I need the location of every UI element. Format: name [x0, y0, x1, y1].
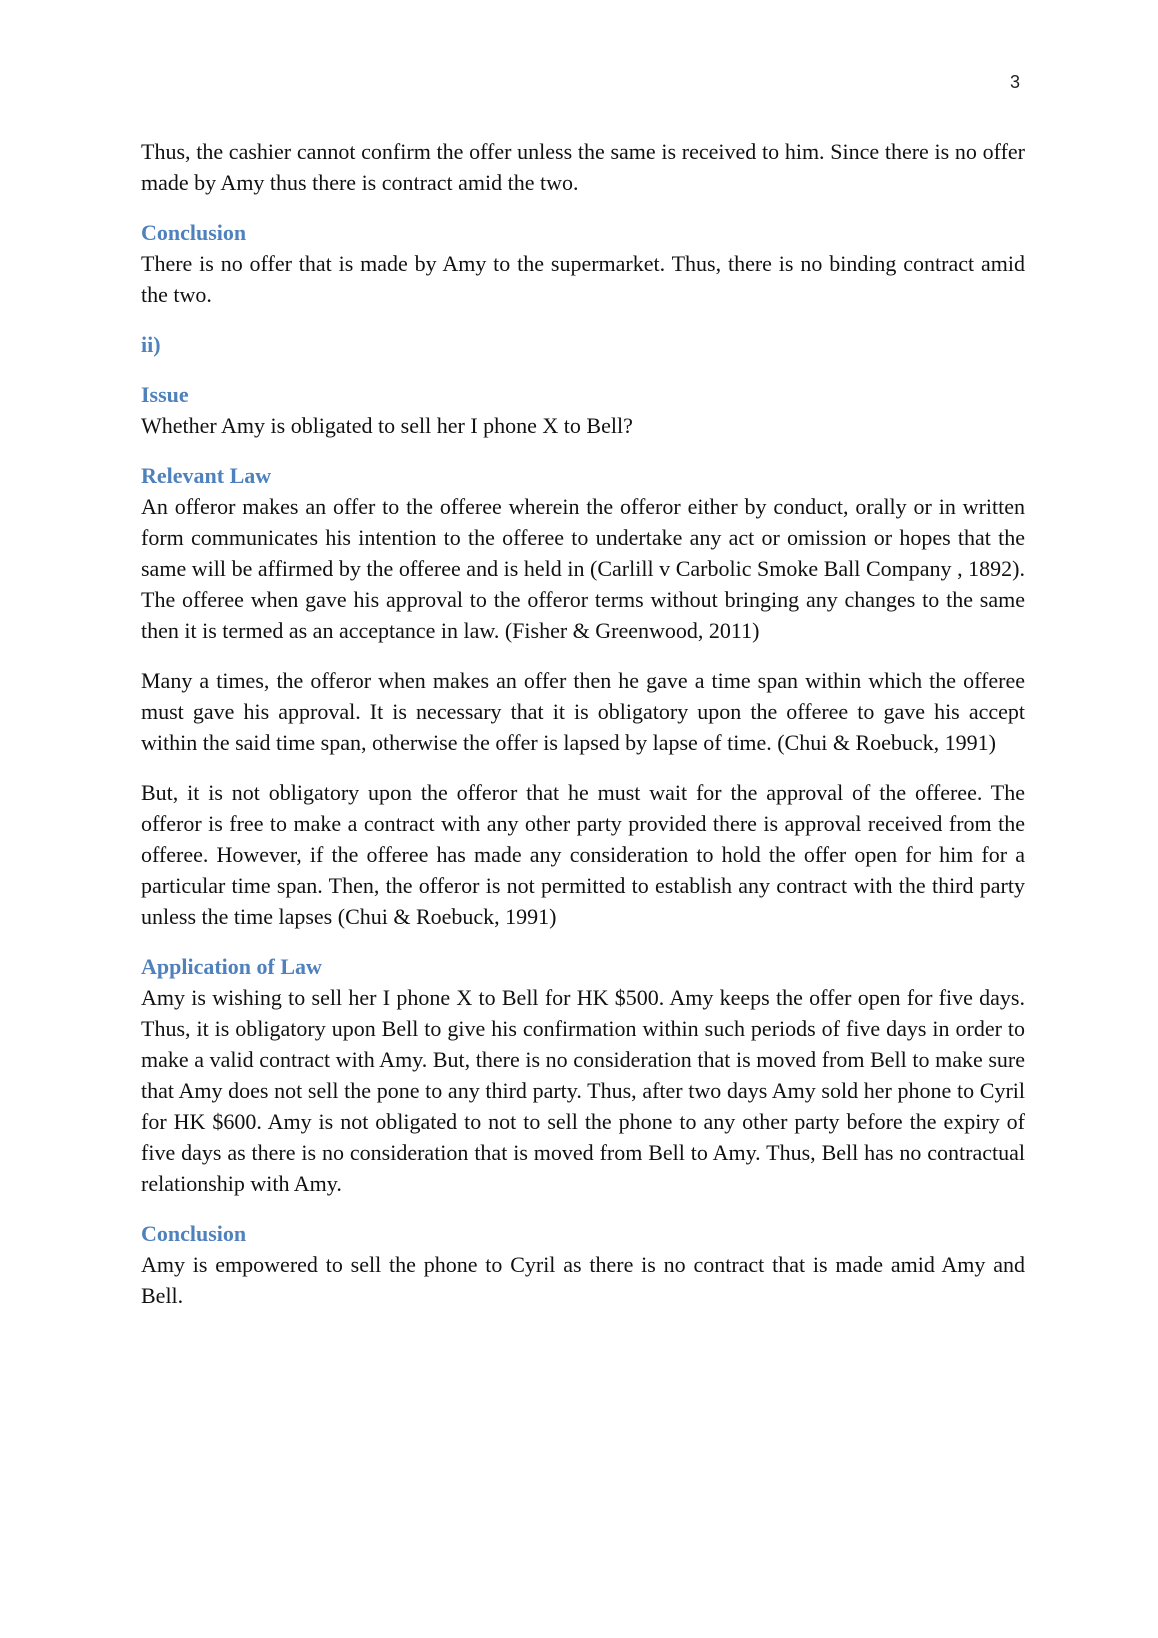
part-ii-heading: ii) — [141, 332, 161, 357]
application-of-law-heading: Application of Law — [141, 954, 322, 979]
issue-heading: Issue — [141, 382, 189, 407]
document-body — [141, 136, 1025, 1330]
relevant-law-heading: Relevant Law — [141, 463, 272, 488]
intro-paragraph: Thus, the cashier cannot confirm the offer unless the same is received to him. Since there is no offer made by Amy thus there is contract amid the two. — [141, 139, 1025, 195]
application-of-law-paragraph: Amy is wishing to sell her I phone X to Bell for HK $500. Amy keeps the offer open for five days. Thus, it is obligatory upon Bell to give his confirmation within such periods of five days in order to make a valid contract with Amy. But, there is no consideration that is moved from Bell to make sure that Amy does not sell the pone to any third party. Thus, after two days Amy sold her phone to Cyril for HK $600. Amy is not obligated to not to sell the phone to any other party before the expiry of five days as there is no consideration that is moved from Bell to Amy. Thus, Bell has no contractual relationship with Amy. — [141, 985, 1025, 1196]
relevant-law-paragraph-1: An offeror makes an offer to the offeree wherein the offeror either by conduct, orally or in written form communicates his intention to the offeree to undertake any act or omission or hopes that the same will be affirmed by the offeree and is held in (Carlill v Carbolic Smoke Ball Company , 1892). The offeree when gave his approval to the offeror terms without bringing any changes to the same then it is termed as an acceptance in law. (Fisher & Greenwood, 2011) — [141, 494, 1025, 643]
issue-paragraph: Whether Amy is obligated to sell her I phone X to Bell? — [141, 413, 633, 438]
relevant-law-paragraph-3: But, it is not obligatory upon the offeror that he must wait for the approval of the offeree. The offeror is free to make a contract with any other party provided there is approval received from the offeree. However, if the offeree has made any consideration to hold the offer open for him for a particular time span. Then, the offeror is not permitted to establish any contract with the third party unless the time lapses (Chui & Roebuck, 1991) — [141, 780, 1025, 929]
conclusion-paragraph-2: Amy is empowered to sell the phone to Cyril as there is no contract that is made amid Amy and Bell. — [141, 1252, 1025, 1308]
conclusion-heading-2: Conclusion — [141, 1221, 247, 1246]
conclusion-heading-1: Conclusion — [141, 220, 247, 245]
conclusion-paragraph-1: There is no offer that is made by Amy to the supermarket. Thus, there is no binding contract amid the two. — [141, 251, 1025, 307]
relevant-law-paragraph-2: Many a times, the offeror when makes an offer then he gave a time span within which the offeree must gave his approval. It is necessary that it is obligatory upon the offeree to gave his accept within the said time span, otherwise the offer is lapsed by lapse of time. (Chui & Roebuck, 1991) — [141, 668, 1025, 755]
page-number: 3 — [1010, 72, 1021, 92]
